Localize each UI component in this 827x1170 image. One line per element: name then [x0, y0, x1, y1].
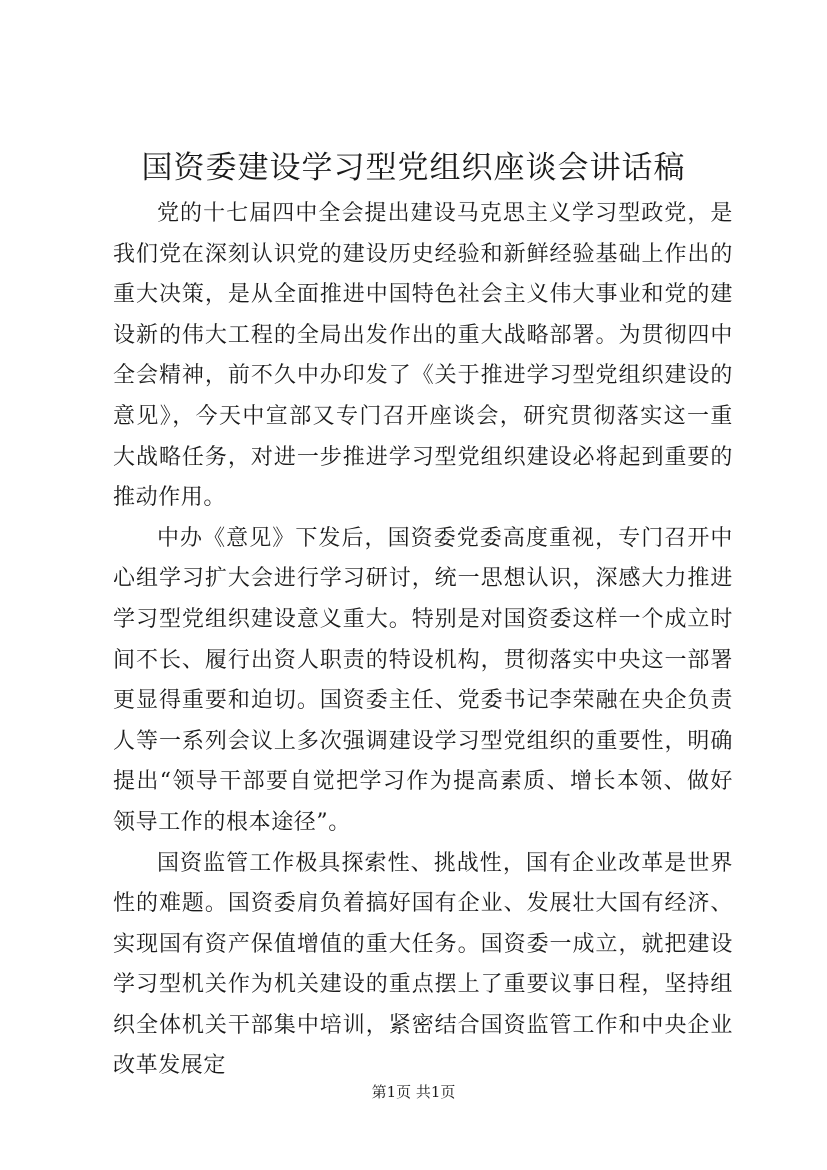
document-body	[113, 194, 733, 1087]
document-title: 国资委建设学习型党组织座谈会讲话稿	[141, 150, 686, 186]
paragraph-2: 中办《意见》下发后，国资委党委高度重视，专门召开中心组学习扩大会进行学习研讨，统一思想认识，深感大力推进学习型党组织建设意义重大。特别是对国资委这样一个成立时间不长、履行出资人职责的特设机构，贯彻落实中央这一部署更显得重要和迫切。国资委主任、党委书记李荣融在央企负责人等一系列会议上多次强调建设学习型党组织的重要性，明确提出“领导干部要自觉把学习作为提高素质、增长本领、做好领导工作的根本途径”。	[113, 525, 733, 835]
page-footer: 第1页 共1页	[371, 1083, 456, 1101]
paragraph-3: 国资监管工作极具探索性、挑战性，国有企业改革是世界性的难题。国资委肩负着搞好国有企业、发展壮大国有经济、实现国有资产保值增值的重大任务。国资委一成立，就把建设学习型机关作为机关建设的重点摆上了重要议事日程，坚持组织全体机关干部集中培训，紧密结合国资监管工作和中央企业改革发展定	[113, 850, 733, 1079]
paragraph-1: 党的十七届四中全会提出建设马克思主义学习型政党，是我们党在深刻认识党的建设历史经验和新鲜经验基础上作出的重大决策，是从全面推进中国特色社会主义伟大事业和党的建设新的伟大工程的全局出发作出的重大战略部署。为贯彻四中全会精神，前不久中办印发了《关于推进学习型党组织建设的意见》，今天中宣部又专门召开座谈会，研究贯彻落实这一重大战略任务，对进一步推进学习型党组织建设必将起到重要的推动作用。	[113, 201, 733, 511]
